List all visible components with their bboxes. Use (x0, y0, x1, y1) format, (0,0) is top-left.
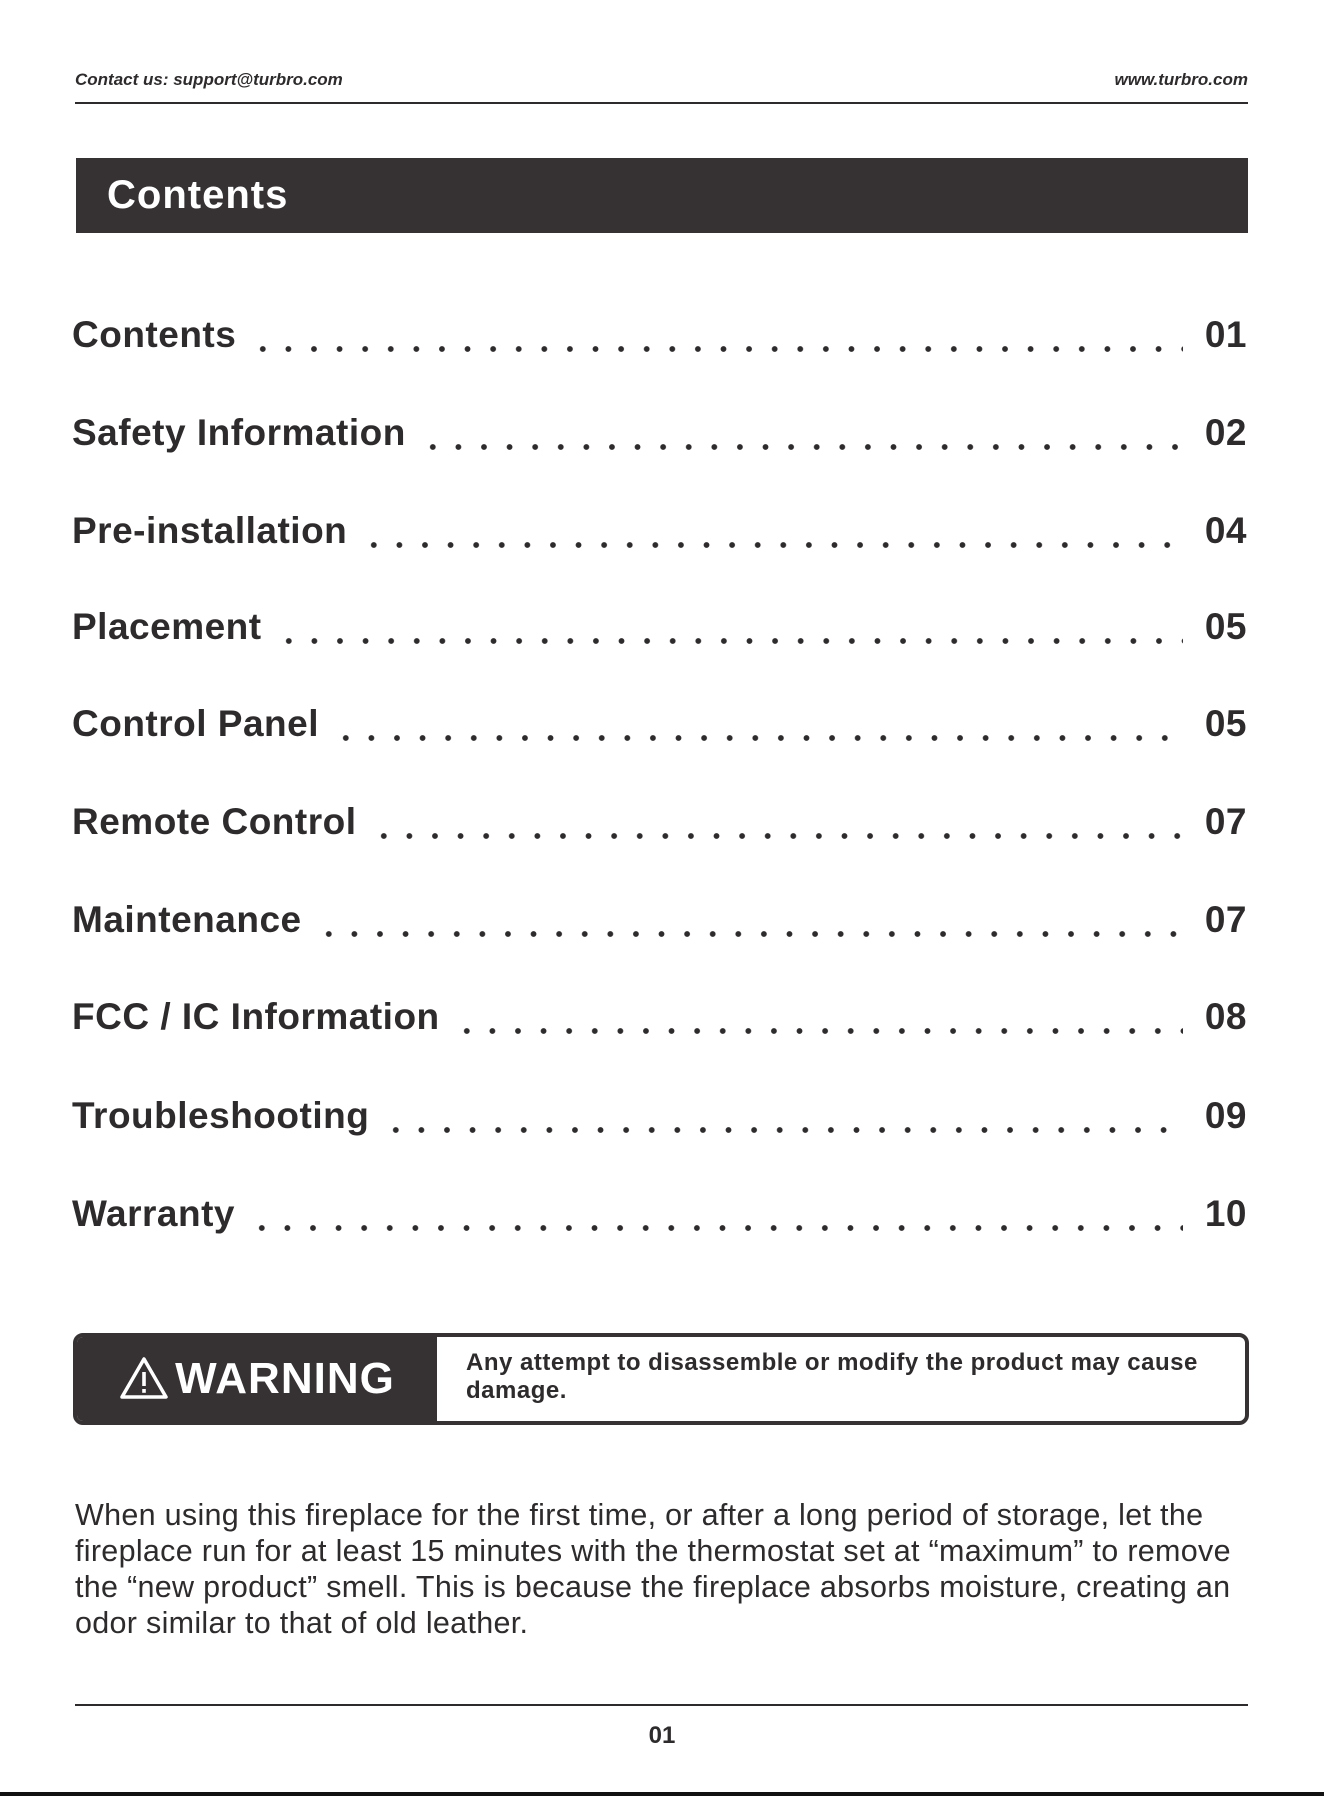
toc-entry-title: Remote Control (72, 801, 357, 842)
toc-entry-title: Pre-installation (72, 510, 348, 551)
toc-entry[interactable] (72, 792, 1247, 852)
contents-banner (76, 158, 1248, 233)
toc-entry-page: 07 (1204, 801, 1247, 842)
toc-entry-page: 01 (1204, 314, 1247, 355)
warning-message: Any attempt to disassemble or modify the product may cause damage. (466, 1349, 1198, 1404)
toc-entry-title: Control Panel (72, 703, 320, 744)
toc-entry-page: 08 (1204, 996, 1247, 1037)
toc-entry[interactable] (72, 987, 1247, 1047)
warning-label: WARNING (175, 1354, 395, 1403)
toc-entry[interactable] (72, 1184, 1247, 1244)
toc-leader-dots (361, 511, 1183, 551)
toc-leader-dots (371, 802, 1184, 842)
footer-divider (75, 1704, 1248, 1706)
warning-label-block (77, 1337, 437, 1421)
toc-entry-page: 04 (1204, 510, 1247, 551)
toc-entry-title: Warranty (72, 1193, 236, 1234)
toc-entry-page: 10 (1204, 1193, 1247, 1234)
page-number: 01 (648, 1722, 676, 1749)
toc-leader-dots (454, 997, 1183, 1037)
warning-triangle-icon (119, 1356, 169, 1400)
toc-leader-dots (249, 1194, 1183, 1234)
toc-entry-page: 05 (1204, 606, 1247, 647)
toc-entry[interactable] (72, 890, 1247, 950)
toc-leader-dots (250, 315, 1183, 355)
toc-leader-dots (383, 1096, 1183, 1136)
toc-entry-title: Contents (72, 314, 237, 355)
page-header (75, 68, 1248, 104)
toc-leader-dots (333, 704, 1183, 744)
toc-entry-title: Safety Information (72, 412, 406, 453)
toc-entry-page: 05 (1204, 703, 1247, 744)
toc-entry[interactable] (72, 403, 1247, 463)
toc-leader-dots (316, 900, 1183, 940)
toc-entry[interactable] (72, 305, 1247, 365)
toc-leader-dots (420, 413, 1183, 453)
toc-entry[interactable] (72, 694, 1247, 754)
toc-entry[interactable] (72, 501, 1247, 561)
toc-entry-title: Placement (72, 606, 262, 647)
toc-entry[interactable] (72, 1086, 1247, 1146)
page-bottom-edge (0, 1792, 1324, 1796)
warning-box (73, 1333, 1249, 1425)
toc-entry[interactable] (72, 597, 1247, 657)
toc-entry-page: 02 (1204, 412, 1247, 453)
toc-entry-page: 09 (1204, 1095, 1247, 1136)
toc-entry-title: Maintenance (72, 899, 302, 940)
website-url: www.turbro.com (1114, 70, 1248, 89)
first-use-instructions: When using this fireplace for the first time, or after a long period of storage, let the fireplace run for at least 15 minutes with the thermostat set at “maximum” to remove the “new product” smell. This is because the fireplace absorbs moisture, creating an odor similar to that of old leather. (75, 1498, 1231, 1640)
toc-leader-dots (276, 607, 1183, 647)
banner-title: Contents (107, 173, 289, 217)
toc-entry-page: 07 (1204, 899, 1247, 940)
contact-email: Contact us: support@turbro.com (75, 70, 343, 89)
toc-entry-title: FCC / IC Information (72, 996, 440, 1037)
toc-entry-title: Troubleshooting (72, 1095, 370, 1136)
